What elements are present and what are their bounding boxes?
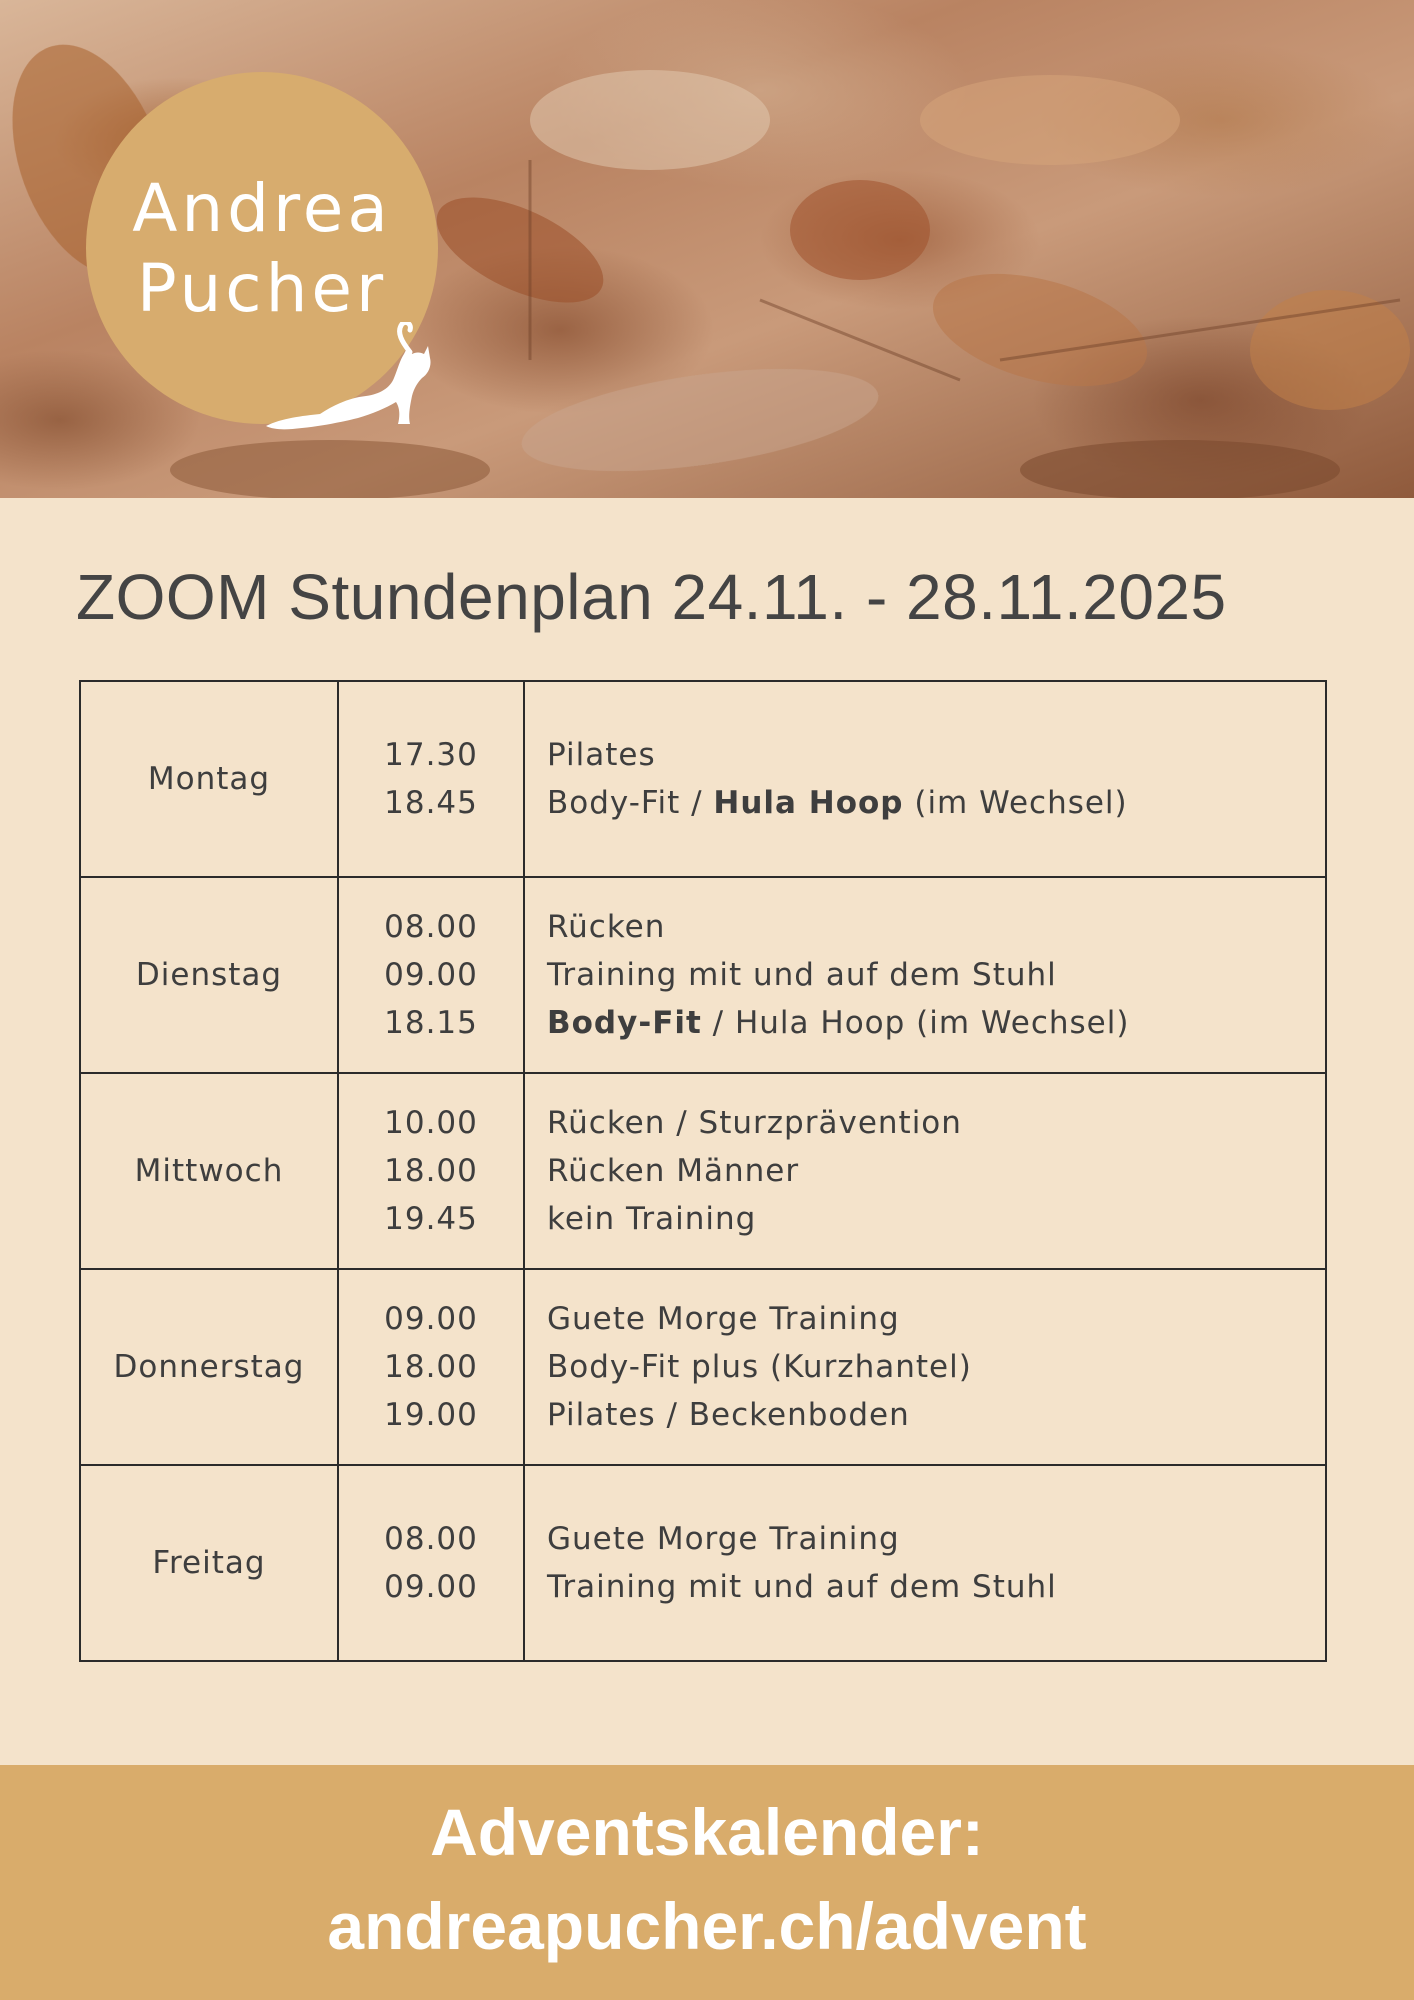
activity-name (547, 999, 1325, 1047)
activity-text: / Hula Hoop (im Wechsel) (701, 1005, 1130, 1041)
activity-text: kein Training (547, 1201, 757, 1237)
time-value: 18.00 (384, 1349, 478, 1385)
activity-name (547, 1343, 1325, 1391)
activity-text: Body-Fit / (547, 785, 714, 821)
time-value: 18.00 (384, 1153, 478, 1189)
activity-name (547, 903, 1325, 951)
time-value: 17.30 (384, 737, 478, 773)
time-value: 18.15 (384, 1005, 478, 1041)
time-value: 09.00 (384, 957, 478, 993)
activity-text: Rücken Männer (547, 1153, 800, 1189)
stretching-cat-icon (262, 322, 482, 432)
schedule-row (80, 877, 1326, 1073)
activities-cell (524, 1465, 1326, 1661)
activity-text: Training mit und auf dem Stuhl (547, 957, 1057, 993)
activity-text: Pilates (547, 737, 656, 773)
activity-name (547, 1099, 1325, 1147)
footer-heading: Adventskalender: (430, 1795, 984, 1869)
time-value: 09.00 (384, 1301, 478, 1337)
time-value: 08.00 (384, 1521, 478, 1557)
activity-name (547, 1391, 1325, 1439)
activity-name (547, 1147, 1325, 1195)
times-cell (338, 1269, 524, 1465)
activity-name (547, 1295, 1325, 1343)
day-cell: Donnerstag (80, 1269, 338, 1465)
times-cell (338, 681, 524, 877)
activity-highlight: Hula Hoop (713, 785, 904, 821)
schedule-row (80, 681, 1326, 877)
activity-highlight: Body-Fit (547, 1005, 702, 1041)
activity-name (547, 1563, 1325, 1611)
activity-text: Body-Fit plus (Kurzhantel) (547, 1349, 972, 1385)
activity-name (547, 779, 1325, 827)
activities-cell (524, 877, 1326, 1073)
day-cell: Freitag (80, 1465, 338, 1661)
logo-first-name: Andrea (132, 170, 392, 247)
activities-cell (524, 1073, 1326, 1269)
activity-name (547, 1195, 1325, 1243)
schedule-row (80, 1073, 1326, 1269)
times-cell (338, 1073, 524, 1269)
day-cell: Mittwoch (80, 1073, 338, 1269)
activity-name (547, 951, 1325, 999)
activity-name (547, 1515, 1325, 1563)
activity-text: Pilates / Beckenboden (547, 1397, 910, 1433)
schedule-body (80, 681, 1326, 1661)
activity-text: Training mit und auf dem Stuhl (547, 1569, 1057, 1605)
activity-text: Guete Morge Training (547, 1301, 900, 1337)
activity-text: Rücken / Sturzprävention (547, 1105, 962, 1141)
schedule-table (79, 680, 1327, 1662)
time-value: 19.00 (384, 1397, 478, 1433)
times-cell (338, 1465, 524, 1661)
schedule-row (80, 1269, 1326, 1465)
time-value: 08.00 (384, 909, 478, 945)
activity-name (547, 731, 1325, 779)
time-value: 09.00 (384, 1569, 478, 1605)
day-cell: Montag (80, 681, 338, 877)
times-cell (338, 877, 524, 1073)
time-value: 19.45 (384, 1201, 478, 1237)
footer-banner (0, 1765, 1414, 2000)
time-value: 10.00 (384, 1105, 478, 1141)
activity-text: Rücken (547, 909, 666, 945)
activity-text: (im Wechsel) (903, 785, 1128, 821)
activity-text: Guete Morge Training (547, 1521, 900, 1557)
logo-last-name: Pucher (136, 250, 388, 327)
day-cell: Dienstag (80, 877, 338, 1073)
brand-logo (86, 72, 438, 424)
footer-link[interactable]: andreapucher.ch/advent (327, 1889, 1087, 1963)
time-value: 18.45 (384, 785, 478, 821)
activities-cell (524, 681, 1326, 877)
page-title: ZOOM Stundenplan 24.11. - 28.11.2025 (76, 561, 1227, 633)
schedule-row (80, 1465, 1326, 1661)
header-photo-autumn-leaves (0, 0, 1414, 498)
activities-cell (524, 1269, 1326, 1465)
